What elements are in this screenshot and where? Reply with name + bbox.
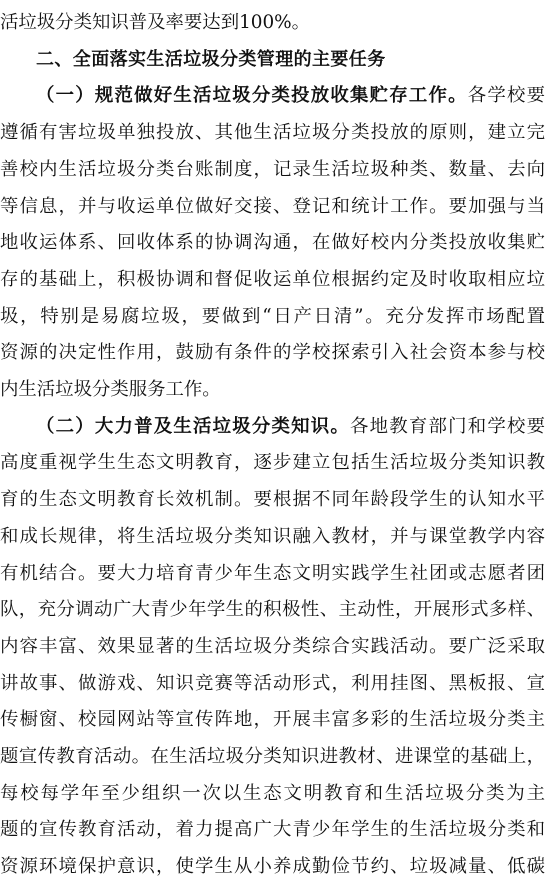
line-text: 存的基础上，积极协调和督促收运单位根据约定及时收取相应垃 — [0, 268, 545, 290]
line-text: 题宣传教育活动。在生活垃圾分类知识进教材、进课堂的基础上， — [0, 746, 545, 767]
line-text: 资源环境保护意识，使学生从小养成勤俭节约、垃圾减量、低碳 — [0, 856, 545, 878]
line-text: 队，充分调动广大青少年学生的积极性、主动性，开展形式多样、 — [0, 599, 545, 621]
paragraph-line — [0, 519, 545, 555]
line-text: 题的宣传教育活动，着力提高广大青少年学生的生活垃圾分类和 — [0, 819, 545, 841]
subsection-title: （一）规范做好生活垃圾分类投放收集贮存工作。 — [36, 85, 468, 107]
paragraph-line — [0, 225, 545, 261]
paragraph-line — [0, 262, 545, 298]
line-text: 内容丰富、效果显著的生活垃圾分类综合实践活动。要广泛采取 — [0, 635, 545, 657]
heading-text: 二、全面落实生活垃圾分类管理的主要任务 — [36, 48, 386, 70]
paragraph-line — [0, 482, 545, 518]
line-text: 讲故事、做游戏、知识竞赛等活动形式，利用挂图、黑板报、宣 — [0, 672, 545, 694]
line-text: 传橱窗、校园网站等宣传阵地，开展丰富多彩的生活垃圾分类主 — [0, 709, 545, 731]
paragraph-line — [0, 666, 545, 702]
paragraph-line — [0, 189, 545, 225]
line-text: 地收运体系、回收体系的协调沟通，在做好校内分类投放收集贮 — [0, 232, 545, 254]
line-text: 各地教育部门和学校要 — [349, 415, 545, 437]
paragraph-line — [0, 812, 545, 848]
paragraph-line — [0, 592, 545, 628]
paragraph-line — [0, 299, 545, 335]
paragraph-line — [0, 702, 545, 738]
paragraph-line — [0, 372, 545, 408]
line-text: 圾，特别是易腐垃圾，要做到“日产日清”。充分发挥市场配置 — [0, 305, 545, 327]
paragraph-line — [0, 849, 545, 885]
paragraph-line — [0, 445, 545, 481]
paragraph-line — [0, 556, 545, 592]
subsection-paragraph-start — [0, 78, 545, 114]
paragraph-line — [0, 776, 545, 812]
paragraph-line — [0, 739, 545, 775]
line-text: 各学校要 — [467, 85, 545, 107]
line-text: 遵循有害垃圾单独投放、其他生活垃圾分类投放的原则，建立完 — [0, 122, 545, 144]
line-text: 有机结合。要大力培育青少年生态文明实践学生社团或志愿者团 — [0, 562, 545, 584]
line-text: 等信息，并与收运单位做好交接、登记和统计工作。要加强与当 — [0, 195, 545, 217]
line-text: 善校内生活垃圾分类台账制度，记录生活垃圾种类、数量、去向 — [0, 158, 545, 180]
paragraph-line — [0, 335, 545, 371]
paragraph-line — [0, 629, 545, 665]
line-text: 和成长规律，将生活垃圾分类知识融入教材，并与课堂教学内容 — [0, 525, 545, 547]
line-text: 每校每学年至少组织一次以生态文明教育和生活垃圾分类为主 — [0, 782, 545, 804]
line-text: 内生活垃圾分类服务工作。 — [0, 379, 221, 400]
line-text: 活垃圾分类知识普及率要达到100%。 — [0, 12, 311, 33]
paragraph-line — [0, 5, 545, 41]
line-text: 育的生态文明教育长效机制。要根据不同年龄段学生的认知水平 — [0, 489, 545, 511]
line-text: 资源的决定性作用，鼓励有条件的学校探索引入社会资本参与校 — [0, 342, 545, 364]
paragraph-line — [0, 115, 545, 151]
subsection-title: （二）大力普及生活垃圾分类知识。 — [36, 415, 350, 437]
paragraph-line — [0, 152, 545, 188]
subsection-paragraph-start — [0, 409, 545, 445]
section-heading — [0, 42, 545, 78]
line-text: 高度重视学生生态文明教育，逐步建立包括生活垃圾分类知识教 — [0, 452, 545, 474]
